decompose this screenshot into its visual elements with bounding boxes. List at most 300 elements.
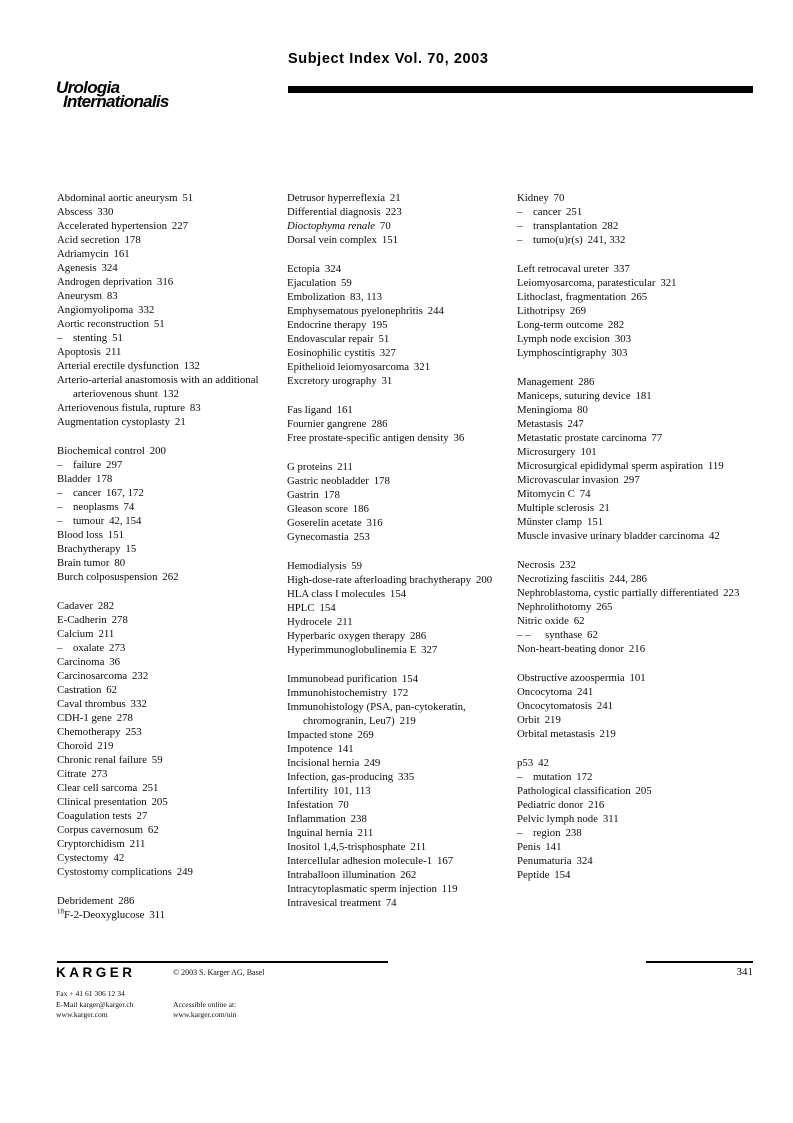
entry-pages: 42	[538, 757, 549, 769]
journal-logo	[56, 78, 169, 111]
index-column	[517, 191, 757, 937]
entry-term: Nitric oxide	[517, 615, 569, 627]
index-entry	[57, 261, 287, 275]
index-entry	[57, 599, 287, 613]
index-entry	[287, 854, 517, 868]
entry-pages: 241, 332	[587, 234, 626, 246]
entry-pages: 80	[577, 404, 588, 416]
publisher-logo: KARGER	[56, 965, 136, 980]
entry-term: Inguinal hernia	[287, 827, 353, 839]
entry-term: Epithelioid leiomyosarcoma	[287, 361, 410, 373]
entry-term: HPLC	[287, 602, 315, 614]
subentry-dash: –	[517, 220, 523, 232]
entry-pages: 119	[441, 883, 458, 895]
entry-pages: 59	[151, 754, 163, 766]
entry-term: Ejaculation	[287, 277, 337, 289]
entry-term: Cystectomy	[57, 852, 109, 864]
subentry-dash: –	[517, 234, 523, 246]
entry-term: Hyperbaric oxygen therapy	[287, 630, 406, 642]
index-entry	[57, 500, 287, 514]
entry-pages: 330	[97, 206, 114, 218]
index-entry	[287, 530, 517, 544]
entry-pages: 297	[106, 459, 123, 471]
index-entry	[57, 753, 287, 767]
entry-term: Carcinosarcoma	[57, 670, 128, 682]
subentry-dash: –	[57, 487, 63, 499]
footer-divider-right	[646, 961, 753, 963]
entry-pages: 282	[97, 600, 115, 612]
index-entry	[517, 205, 757, 219]
index-entry	[287, 629, 517, 643]
entry-term: Oncocytoma	[517, 686, 573, 698]
entry-term: Adriamycin	[57, 248, 109, 260]
entry-term: Münster clamp	[517, 516, 583, 528]
index-entry	[287, 374, 517, 388]
subentry-dash: –	[57, 515, 63, 527]
entry-pages: 74	[123, 501, 135, 513]
entry-term: Embolization	[287, 291, 346, 303]
index-entry	[57, 359, 287, 373]
entry-term: Hemodialysis	[287, 560, 347, 572]
entry-term: Arterial erectile dysfunction	[57, 360, 179, 372]
entry-pages: 167, 172	[106, 487, 144, 499]
entry-pages: 15	[125, 543, 137, 555]
subentry-dash: –	[57, 459, 63, 471]
index-entry	[287, 219, 517, 233]
entry-pages: 74	[385, 897, 397, 909]
entry-pages: 332	[138, 304, 155, 316]
index-entry	[287, 882, 517, 896]
index-entry	[517, 614, 757, 628]
index-letter-group	[287, 672, 517, 910]
index-letter-group	[287, 559, 517, 657]
index-entry	[517, 445, 757, 459]
entry-term: region	[533, 827, 561, 839]
entry-pages: 238	[350, 813, 367, 825]
entry-term: Immunohistology (PSA, pan-cytokeratin, chromogranin, Leu7)	[287, 701, 466, 727]
index-entry	[517, 318, 757, 332]
entry-pages: 62	[147, 824, 159, 836]
entry-pages: 253	[353, 531, 370, 543]
entry-pages: 62	[587, 629, 598, 641]
index-entry	[287, 516, 517, 530]
entry-pages: 211	[410, 841, 427, 853]
index-letter-group	[287, 460, 517, 544]
subentry-dash: –	[57, 501, 63, 513]
entry-pages: 303	[614, 333, 632, 345]
entry-pages: 42	[113, 852, 125, 864]
journal-logo-line2: Internationalis	[63, 92, 169, 111]
index-entry	[517, 403, 757, 417]
index-entry	[57, 894, 287, 908]
entry-pages: 154	[401, 673, 419, 685]
entry-pages: 172	[576, 771, 593, 783]
entry-pages: 21	[389, 192, 401, 204]
entry-term: Androgen deprivation	[57, 276, 153, 288]
entry-pages: 178	[323, 489, 340, 501]
entry-pages: 244	[427, 305, 444, 317]
index-entry	[57, 781, 287, 795]
index-entry	[517, 389, 757, 403]
entry-term: Incisional hernia	[287, 757, 360, 769]
entry-term: Leiomyosarcoma, paratesticular	[517, 277, 656, 289]
index-entry	[57, 725, 287, 739]
index-entry	[57, 331, 287, 345]
entry-pages: 178	[124, 234, 141, 246]
entry-pages: 265	[596, 601, 613, 613]
entry-pages: 238	[565, 827, 582, 839]
index-entry	[287, 601, 517, 615]
index-letter-group	[287, 403, 517, 445]
entry-term: synthase	[545, 629, 583, 641]
entry-term: Bladder	[57, 473, 92, 485]
entry-term: $^{18}$F-2-Deoxyglucose	[57, 907, 145, 921]
index-entry	[517, 586, 757, 600]
index-entry	[287, 290, 517, 304]
index-entry	[57, 514, 287, 528]
index-entry	[287, 868, 517, 882]
entry-pages: 286	[409, 630, 427, 642]
entry-pages: 154	[554, 869, 571, 881]
index-entry	[287, 686, 517, 700]
entry-term: Intracytoplasmatic sperm injection	[287, 883, 437, 895]
entry-term: Ectopia	[287, 263, 320, 275]
entry-pages: 324	[324, 263, 342, 275]
entry-pages: 262	[162, 571, 179, 583]
entry-pages: 59	[341, 277, 352, 289]
index-entry	[57, 458, 287, 472]
entry-pages: 83	[189, 402, 201, 414]
index-entry	[57, 908, 287, 922]
index-entry	[57, 767, 287, 781]
entry-term: Pediatric donor	[517, 799, 584, 811]
entry-term: Hydrocele	[287, 616, 332, 628]
entry-pages: 178	[96, 473, 113, 485]
entry-pages: 232	[132, 670, 149, 682]
entry-term: Brachytherapy	[57, 543, 121, 555]
title-rule	[288, 86, 753, 93]
entry-term: Mitomycin C	[517, 488, 575, 500]
index-entry	[57, 233, 287, 247]
entry-pages: 101	[629, 672, 646, 684]
entry-pages: 311	[602, 813, 619, 825]
entry-pages: 335	[398, 771, 415, 783]
index-entry	[517, 713, 757, 727]
index-entry	[517, 276, 757, 290]
index-entry	[57, 795, 287, 809]
entry-term: tumour	[73, 515, 105, 527]
index-entry	[57, 851, 287, 865]
entry-term: Nephrolithotomy	[517, 601, 592, 613]
entry-pages: 178	[373, 475, 390, 487]
entry-pages: 211	[357, 827, 374, 839]
entry-term: Lymph node excision	[517, 333, 610, 345]
index-entry	[517, 529, 757, 543]
index-entry	[287, 205, 517, 219]
superscript-prefix: 18	[57, 907, 64, 916]
index-entry	[57, 415, 287, 429]
entry-term: Oncocytomatosis	[517, 700, 592, 712]
entry-term: Lymphoscintigraphy	[517, 347, 607, 359]
entry-pages: 251	[142, 782, 159, 794]
entry-pages: 219	[544, 714, 561, 726]
entry-term: Free prostate-specific antigen density	[287, 432, 449, 444]
index-entry	[57, 472, 287, 486]
index-entry	[287, 742, 517, 756]
index-entry	[57, 444, 287, 458]
index-entry	[287, 812, 517, 826]
entry-term: Pathological classification	[517, 785, 631, 797]
entry-pages: 324	[101, 262, 118, 274]
index-entry	[517, 459, 757, 473]
index-entry	[287, 318, 517, 332]
entry-term: Gastric neobladder	[287, 475, 369, 487]
index-entry	[287, 756, 517, 770]
index-entry	[287, 460, 517, 474]
entry-term: Kidney	[517, 192, 549, 204]
entry-term: Cystostomy complications	[57, 866, 172, 878]
entry-pages: 324	[576, 855, 593, 867]
entry-pages: 200	[149, 445, 166, 457]
entry-term: Penis	[517, 841, 541, 853]
publisher-contact	[56, 989, 134, 1021]
index-letter-group	[517, 262, 757, 360]
index-entry	[517, 233, 757, 247]
index-entry	[57, 865, 287, 879]
index-entry	[287, 840, 517, 854]
index-entry	[57, 219, 287, 233]
entry-pages: 219	[399, 715, 416, 727]
entry-pages: 80	[114, 557, 126, 569]
index-entry	[517, 727, 757, 741]
entry-pages: 316	[366, 517, 383, 529]
index-entry	[517, 826, 757, 840]
entry-term: Chemotherapy	[57, 726, 121, 738]
entry-term: Gleason score	[287, 503, 348, 515]
entry-pages: 278	[111, 614, 128, 626]
entry-term: Corpus cavernosum	[57, 824, 144, 836]
index-entry	[517, 417, 757, 431]
index-entry	[57, 275, 287, 289]
entry-term: Aneurysm	[57, 290, 102, 302]
entry-term: Necrotizing fasciitis	[517, 573, 605, 585]
index-entry	[517, 784, 757, 798]
index-letter-group	[517, 375, 757, 543]
entry-term: Abscess	[57, 206, 93, 218]
entry-pages: 141	[337, 743, 354, 755]
index-entry	[517, 219, 757, 233]
entry-term: Acid secretion	[57, 234, 120, 246]
entry-pages: 303	[611, 347, 628, 359]
index-letter-group	[517, 558, 757, 656]
entry-pages: 337	[613, 263, 630, 275]
index-entry	[517, 487, 757, 501]
online-access-url: www.karger.com/uin	[173, 1010, 237, 1020]
entry-pages: 327	[379, 347, 396, 359]
entry-pages: 51	[112, 332, 123, 344]
entry-pages: 286	[118, 895, 135, 907]
index-entry	[57, 205, 287, 219]
index-entry	[517, 473, 757, 487]
entry-pages: 154	[389, 588, 407, 600]
entry-pages: 62	[573, 615, 585, 627]
entry-pages: 253	[125, 726, 142, 738]
entry-term: failure	[73, 459, 102, 471]
entry-term: Coagulation tests	[57, 810, 132, 822]
index-entry	[517, 699, 757, 713]
entry-pages: 282	[607, 319, 625, 331]
index-entry	[517, 262, 757, 276]
entry-term: Impotence	[287, 743, 333, 755]
index-entry	[57, 627, 287, 641]
entry-term: Microvascular invasion	[517, 474, 619, 486]
entry-term: Necrosis	[517, 559, 555, 571]
entry-term: Infestation	[287, 799, 334, 811]
entry-pages: 265	[631, 291, 648, 303]
index-entry	[287, 332, 517, 346]
entry-term: Peptide	[517, 869, 550, 881]
entry-pages: 286	[371, 418, 388, 430]
entry-term: Caval thrombus	[57, 698, 126, 710]
index-entry	[57, 697, 287, 711]
entry-term: Lithotripsy	[517, 305, 565, 317]
entry-pages: 119	[707, 460, 724, 472]
entry-term: Clear cell sarcoma	[57, 782, 138, 794]
entry-term: stenting	[73, 332, 108, 344]
entry-term: Left retrocaval ureter	[517, 263, 609, 275]
index-entry	[57, 837, 287, 851]
entry-term: Fas ligand	[287, 404, 332, 416]
entry-term: Angiomyolipoma	[57, 304, 134, 316]
index-entry	[57, 683, 287, 697]
entry-term: Pelvic lymph node	[517, 813, 598, 825]
entry-term: Multiple sclerosis	[517, 502, 595, 514]
index-entry	[57, 809, 287, 823]
index-entry	[517, 572, 757, 586]
entry-term: Debridement	[57, 895, 114, 907]
index-entry	[57, 401, 287, 415]
entry-pages: 172	[392, 687, 409, 699]
footer-divider-left	[57, 961, 388, 963]
index-entry	[517, 685, 757, 699]
index-entry	[517, 812, 757, 826]
entry-term: cancer	[533, 206, 562, 218]
entry-term: Long-term outcome	[517, 319, 604, 331]
entry-term: Intravesical treatment	[287, 897, 381, 909]
entry-term: p53	[517, 757, 534, 769]
entry-pages: 311	[149, 909, 166, 921]
entry-term: Chronic renal failure	[57, 754, 147, 766]
index-entry	[517, 600, 757, 614]
index-entry	[517, 628, 757, 642]
entry-pages: 227	[171, 220, 189, 232]
page-title: Subject Index Vol. 70, 2003	[288, 51, 489, 67]
entry-pages: 151	[586, 516, 604, 528]
index-entry	[517, 798, 757, 812]
entry-pages: 249	[364, 757, 381, 769]
entry-term: Detrusor hyperreflexia	[287, 192, 386, 204]
index-letter-group	[287, 262, 517, 388]
entry-pages: 141	[545, 841, 562, 853]
entry-term: Differential diagnosis	[287, 206, 381, 218]
entry-pages: 77	[651, 432, 663, 444]
index-entry	[517, 840, 757, 854]
entry-pages: 241	[596, 700, 614, 712]
online-access-label: Accessible online at:	[173, 999, 237, 1009]
index-entry	[287, 360, 517, 374]
entry-pages: 211	[98, 628, 115, 640]
entry-term: Carcinoma	[57, 656, 105, 668]
website-url: www.karger.com	[56, 1010, 108, 1020]
index-entry	[57, 669, 287, 683]
entry-term: Immunohistochemistry	[287, 687, 388, 699]
index-entry	[517, 854, 757, 868]
index-column	[287, 191, 517, 937]
entry-pages: 321	[660, 277, 677, 289]
index-entry	[57, 655, 287, 669]
index-entry	[57, 739, 287, 753]
entry-pages: 101, 113	[333, 785, 371, 797]
entry-pages: 42, 154	[109, 515, 142, 527]
index-entry	[287, 233, 517, 247]
entry-pages: 31	[381, 375, 393, 387]
page-number: 341	[736, 966, 753, 978]
index-entry	[287, 615, 517, 629]
index-entry	[517, 868, 757, 882]
index-entry	[517, 642, 757, 656]
index-entry	[57, 317, 287, 331]
index-entry	[287, 643, 517, 657]
index-entry	[517, 191, 757, 205]
entry-pages: 211	[337, 461, 353, 473]
subentry-dash: –	[57, 642, 63, 654]
entry-term: Orbit	[517, 714, 540, 726]
entry-pages: 74	[579, 488, 591, 500]
copyright-notice: © 2003 S. Karger AG, Basel	[173, 968, 265, 977]
entry-pages: 186	[352, 503, 369, 515]
entry-pages: 232	[559, 559, 576, 571]
entry-term: Cadaver	[57, 600, 93, 612]
index-letter-group	[517, 191, 757, 247]
entry-term: Dioctophyma renale	[287, 220, 376, 232]
entry-pages: 83, 113	[350, 291, 383, 303]
entry-pages: 151	[381, 234, 399, 246]
entry-term: Burch colposuspension	[57, 571, 158, 583]
index-letter-group	[287, 191, 517, 247]
subentry-dash: –	[57, 332, 63, 344]
entry-term: Fournier gangrene	[287, 418, 367, 430]
index-letter-group	[517, 671, 757, 741]
entry-term: Augmentation cystoplasty	[57, 416, 171, 428]
entry-term: Arteriovenous fistula, rupture	[57, 402, 186, 414]
entry-term: Metastatic prostate carcinoma	[517, 432, 647, 444]
entry-term: Meningioma	[517, 404, 573, 416]
entry-pages: 21	[598, 502, 610, 514]
index-entry	[287, 700, 517, 728]
index-entry	[287, 672, 517, 686]
index-entry	[287, 770, 517, 784]
fax-number: Fax + 41 61 306 12 34	[56, 989, 125, 998]
index-entry	[517, 332, 757, 346]
index-entry	[287, 474, 517, 488]
entry-term: oxalate	[73, 642, 105, 654]
entry-term: Maniceps, suturing device	[517, 390, 631, 402]
entry-pages: 273	[91, 768, 108, 780]
entry-term: Orbital metastasis	[517, 728, 595, 740]
index-entry	[287, 417, 517, 431]
index-entry	[287, 262, 517, 276]
entry-term: Infertility	[287, 785, 329, 797]
